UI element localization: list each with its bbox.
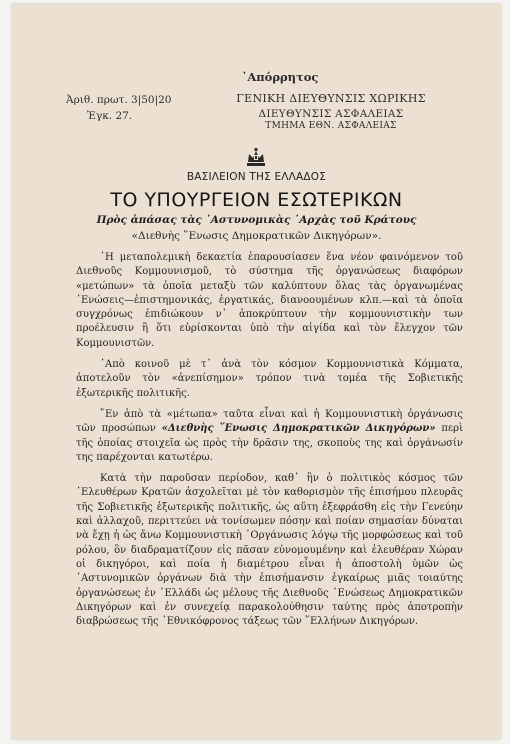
body-paragraph-3 <box>76 408 463 465</box>
kingdom-heading: ΒΑΣΙΛΕΙΟΝ ΤΗΣ ΕΛΛΑΔΟΣ <box>186 171 327 183</box>
document-page <box>12 4 501 739</box>
paragraph-3-start: ῞Εν ἀπὸ τὰ «μέτωπα» ταῦτα εἶναι καὶ ἡ Κομμουνιστικὴ ὀργάνωσις τῶν προσώπων <box>76 408 463 435</box>
body-paragraph-1: ῾Η μεταπολεμικὴ δεκαετία ἐπαρουσίασεν ἕνα νέον φαινόμενον τοῦ Διεθνοῦς Κομμουνισμοῦ, τὸ σύστημα τῆς ὀργανώσεως διαφόρων «μετώπων» τὰ ὁποῖα μεταξὺ τῶν καλύπτουν ὅλας τὰς ὀργανωμένας ᾿Ενώσεις—ἐπιστημονικάς, ἐργατικάς, διανοουμένων κλπ.—καὶ τὰ ὁποῖα συγχρόνως ἐπιδιώκουν ν᾿ ἀποκρύπτουν τὴν κομμουνιστικὴν των προέλευσιν ἢ ὅτι εὑρίσκονται ὑπὸ τὴν αἰγίδα καὶ τὸν ἔλεγχον τῶν Κομμουνιστῶν. <box>76 252 463 349</box>
body-paragraph-2: ᾿Απὸ κοινοῦ μὲ τ᾿ ἀνὰ τὸν κόσμον Κομμουνιστικὰ Κόμματα, ἀποτελοῦν τὸν «ἀνεπίσημον» τρόπον τινὰ τομέα τῆς Σοβιετικῆς ἐξωτερικῆς πολιτικῆς. <box>76 359 463 399</box>
agency-national-security-dept: ΤΜΗΜΑ ΕΘΝ. ΑΣΦΑΛΕΙΑΣ <box>265 121 397 131</box>
classification-label: ᾿Απόρρητος <box>241 70 319 84</box>
letter-body <box>76 251 463 636</box>
ministry-title: ΤΟ ΥΠΟΥΡΓΕΙΟΝ ΕΣΩΤΕΡΙΚΩΝ <box>110 189 403 211</box>
body-paragraph-4: Κατὰ τὴν παροῦσαν περίοδον, καθ᾿ ἣν ὁ πολιτικὸς κόσμος τῶν ᾿Ελευθέρων Κρατῶν ἀσχολεῖται μὲ τὸν καθορισμὸν τῆς ἐπισήμου πλευρᾶς τῆς Σοβιετικῆς ἐξωτερικῆς πολιτικῆς, ὡς αὕτη ἐξεφράσθη εἰς τὴν Γενεύην καὶ ἀλλαχοῦ, περιττεύει νὰ τονίσωμεν πόσην καὶ ποίαν σημασίαν δύναται νὰ ἔχῃ ἡ ὡς ἄνω Κομμουνιστικὴ ᾿Οργάνωσις λόγῳ τῆς μορφώσεως καὶ τοῦ ρόλου, ὃν διαδραματίζουν εἰς πᾶσαν εὐνομουμένην καὶ ἐλευθέραν Χώραν οἱ δικηγόροι, καὶ ποία ἡ διαμέτρου εἶναι ἡ ἀποστολὴ ὑμῶν ὡς ᾿Αστυνομικῶν ὀργάνων διὰ τὴν ἐπισήμανσιν ἐγκαίρως μιᾶς τοιαύτης ὀργανώσεως ἐν ῾Ελλάδι ὡς μέλους τῆς Διεθνοῦς ᾿Ενώσεως Δημοκρατικῶν Δικηγόρων καὶ ἐν συνεχείᾳ παρακολούθησιν ταύτης πρὸς ἀποτροπὴν διαβρώσεως τῆς ᾿Εθνικόφρονος τάξεως τῶν ῞Ελλήνων Δικηγόρων. <box>76 473 463 628</box>
paragraph-3-end: περὶ τῆς ὁποίας στοιχεῖα ὡς πρὸς τὴν δρᾶσιν της, σκοποὺς της καὶ ὀργάνωσίν της παρέχονται κατωτέρω. <box>76 423 463 463</box>
recipients-line: Πρὸς ἁπάσας τὰς ᾿Αστυνομικὰς ᾿Αρχὰς τοῦ Κράτους <box>96 214 417 226</box>
reference-block <box>66 93 171 125</box>
attachments-count: Ἐγκ. 27. <box>87 109 133 122</box>
agency-block <box>226 92 436 132</box>
crown-crest-icon <box>245 146 267 168</box>
subject-line: «Διεθνὴς ῞Ενωσις Δημοκρατικῶν Δικηγόρων». <box>131 230 382 242</box>
agency-security-directorate: ΔΙΕΥΘΥΝΣΙΣ ΑΣΦΑΛΕΙΑΣ <box>258 108 404 120</box>
agency-general-directorate: ΓΕΝΙΚΗ ΔΙΕΥΘΥΝΣΙΣ ΧΩΡΙΚΗΣ <box>236 92 426 105</box>
protocol-number: Ἀριθ. πρωτ. 3|50|20 <box>66 94 172 106</box>
organization-name-emphasis: «Διεθνὴς ῞Ενωσις Δημοκρατικῶν Δικηγόρων» <box>161 423 436 435</box>
